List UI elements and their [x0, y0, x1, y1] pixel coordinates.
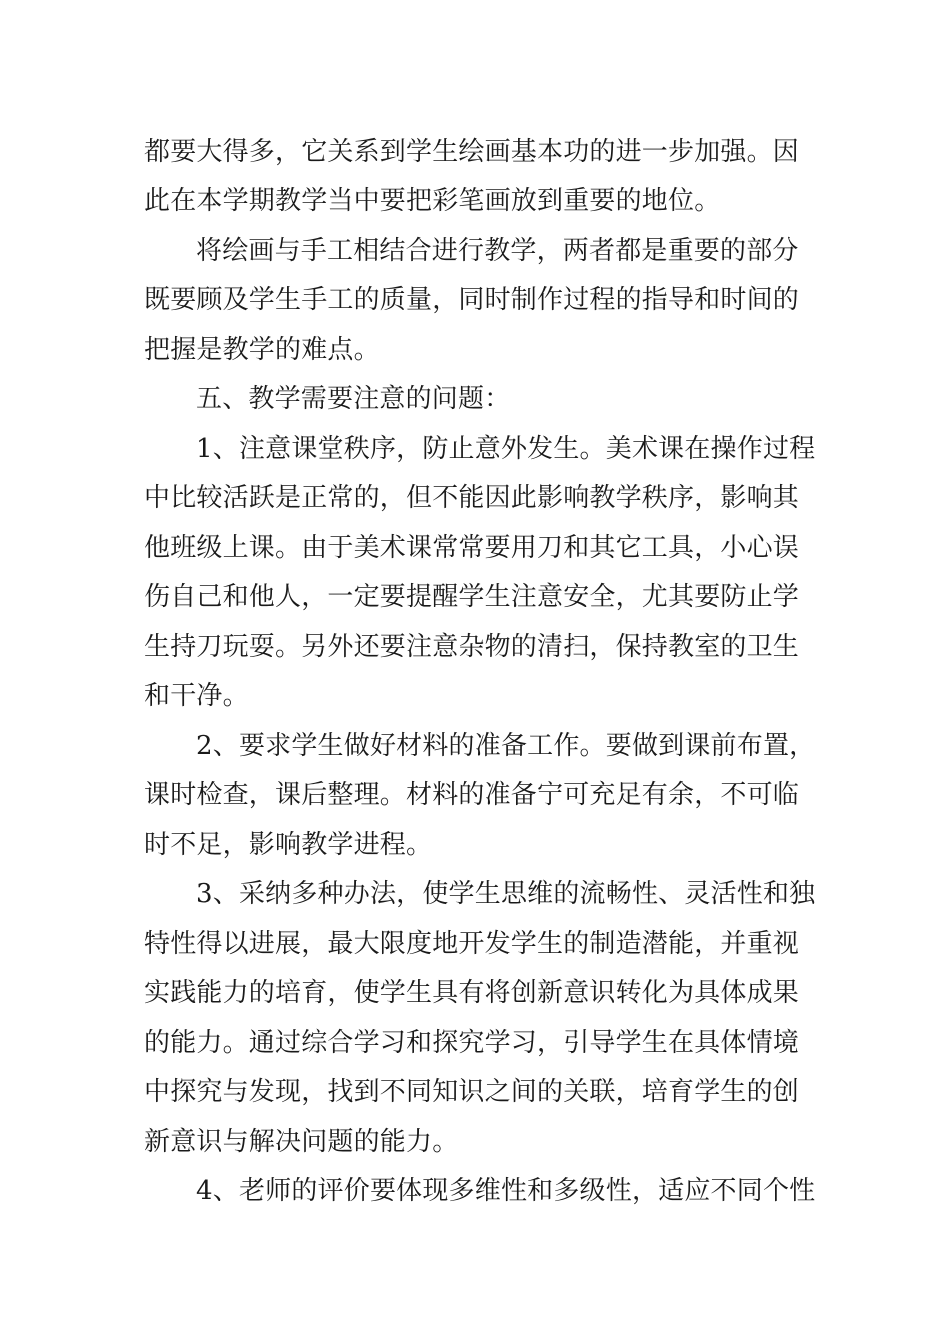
paragraph-first-line: 2、要求学生做好材料的准备工作。要做到课前布置，	[196, 731, 816, 761]
text-line: 把握是教学的难点。	[144, 335, 380, 365]
paragraph-first-line: 将绘画与手工相结合进行教学，两者都是重要的部分	[196, 236, 799, 266]
text-line: 的能力。通过综合学习和探究学习，引导学生在具体情境	[144, 1028, 800, 1058]
text-line: 特性得以进展，最大限度地开发学生的制造潜能，并重视	[144, 929, 800, 959]
text-line: 实践能力的培育，使学生具有将创新意识转化为具体成果	[144, 978, 800, 1008]
text-line: 和干净。	[144, 681, 249, 711]
paragraph-first-line: 4、老师的评价要体现多维性和多级性，适应不同个性	[196, 1176, 816, 1206]
text-line: 生持刀玩耍。另外还要注意杂物的清扫，保持教室的卫生	[144, 632, 800, 662]
text-line: 时不足，影响教学进程。	[144, 830, 433, 860]
text-line: 他班级上课。由于美术课常常要用刀和其它工具，小心误	[144, 533, 800, 563]
paragraph-first-line: 1、注意课堂秩序，防止意外发生。美术课在操作过程	[196, 434, 816, 464]
paragraph-first-line: 3、采纳多种办法，使学生思维的流畅性、灵活性和独	[196, 879, 816, 909]
text-line: 新意识与解决问题的能力。	[144, 1127, 459, 1157]
text-line: 都要大得多，它关系到学生绘画基本功的进一步加强。因	[144, 137, 800, 167]
section-heading: 五、教学需要注意的问题：	[196, 384, 511, 414]
text-line: 此在本学期教学当中要把彩笔画放到重要的地位。	[144, 186, 721, 216]
text-line: 中比较活跃是正常的，但不能因此影响教学秩序，影响其	[144, 483, 800, 513]
text-line: 既要顾及学生手工的质量，同时制作过程的指导和时间的	[144, 285, 800, 315]
text-line: 课时检查，课后整理。材料的准备宁可充足有余，不可临	[144, 780, 800, 810]
text-line: 中探究与发现，找到不同知识之间的关联，培育学生的创	[144, 1077, 800, 1107]
text-line: 伤自己和他人，一定要提醒学生注意安全，尤其要防止学	[144, 582, 800, 612]
